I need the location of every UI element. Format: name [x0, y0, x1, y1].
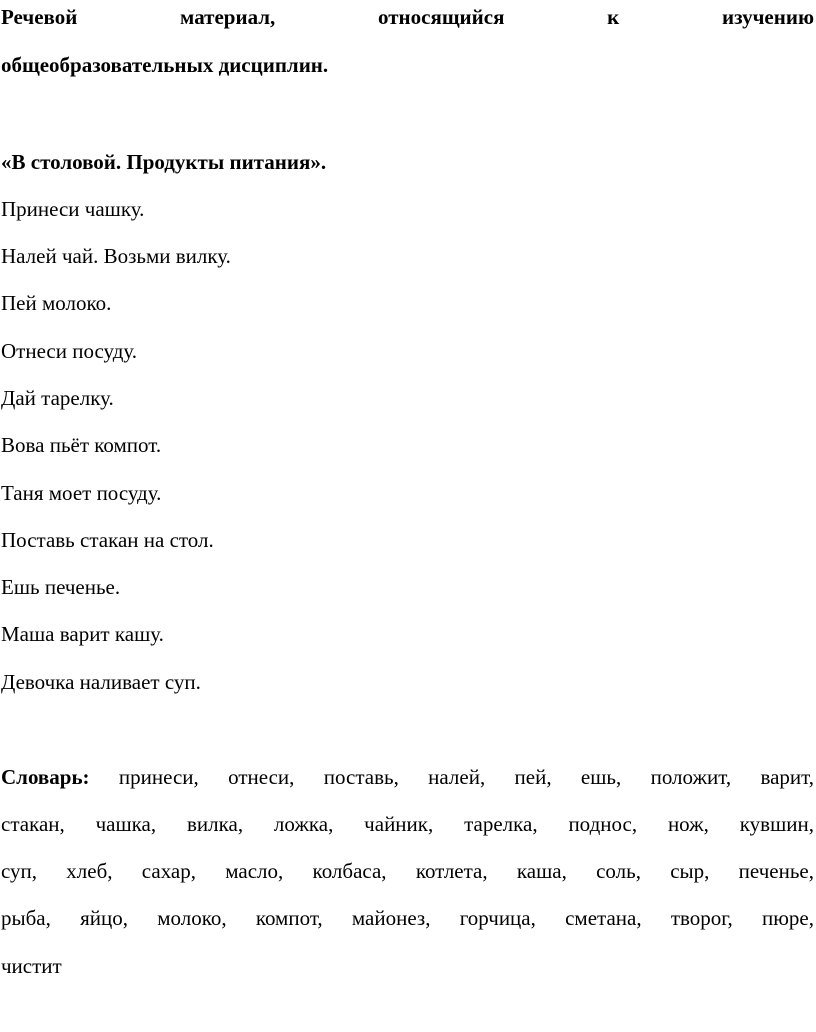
- phrase-item: Ешь печенье.: [1, 575, 121, 599]
- phrase-item: Девочка наливает суп.: [1, 670, 201, 694]
- vocabulary-label: Словарь:: [1, 765, 90, 789]
- heading-line-1: Речевой материал, относящийся к изучению: [1, 5, 814, 29]
- vocabulary-line-1: [1, 764, 814, 790]
- phrase-item: Таня моет посуду.: [1, 481, 162, 505]
- vocabulary-words: принеси, отнеси, поставь, налей, пей, ешь, положит, варит,: [118, 765, 814, 789]
- vocabulary-line-5: чистит: [1, 954, 62, 978]
- heading-line-2: общеобразовательных дисциплин.: [1, 53, 329, 77]
- vocabulary-line-4: рыба, яйцо, молоко, компот, майонез, горчица, сметана, творог, пюре,: [1, 906, 814, 930]
- phrase-item: Налей чай. Возьми вилку.: [1, 244, 231, 268]
- phrase-item: Вова пьёт компот.: [1, 433, 162, 457]
- vocabulary-line-2: стакан, чашка, вилка, ложка, чайник, тарелка, поднос, нож, кувшин,: [1, 812, 814, 836]
- phrase-item: Пей молоко.: [1, 291, 112, 315]
- vocabulary-line-3: суп, хлеб, сахар, масло, колбаса, котлета, каша, соль, сыр, печенье,: [1, 859, 814, 883]
- phrase-item: Маша варит кашу.: [1, 622, 164, 646]
- phrase-item: Поставь стакан на стол.: [1, 528, 214, 552]
- section-title: «В столовой. Продукты питания».: [1, 150, 327, 174]
- phrase-item: Отнеси посуду.: [1, 339, 138, 363]
- phrase-item: Принеси чашку.: [1, 197, 145, 221]
- phrase-item: Дай тарелку.: [1, 386, 114, 410]
